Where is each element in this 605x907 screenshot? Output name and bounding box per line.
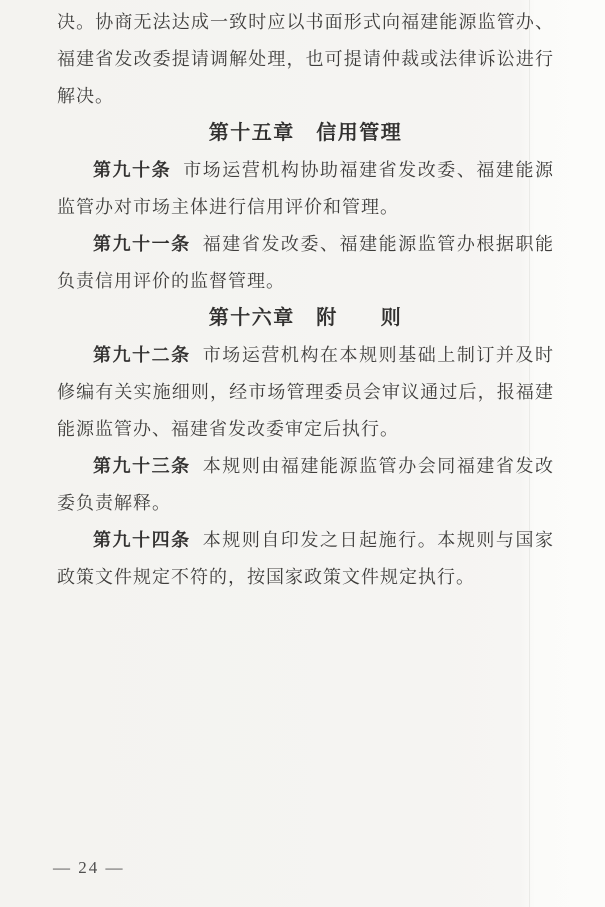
article-91-text: 福建省发改委、福建能源监管办根据职能负责信用评价的监督管理。 <box>57 234 555 291</box>
article-90-text: 市场运营机构协助福建省发改委、福建能源监管办对市场主体进行信用评价和管理。 <box>57 160 555 217</box>
article-93-number: 第九十三条 <box>93 456 191 476</box>
chapter-heading-15: 第十五章 信用管理 <box>208 122 403 144</box>
article-92-text: 市场运营机构在本规则基础上制订并及时修编有关实施细则，经市场管理委员会审议通过后，报福建能源监管办、福建省发改委审定后执行。 <box>57 345 555 439</box>
article-92-paragraph <box>57 337 554 448</box>
scan-seam-line <box>529 0 530 907</box>
article-94-paragraph <box>57 522 554 596</box>
article-93-paragraph <box>57 448 554 522</box>
article-91-number: 第九十一条 <box>93 234 191 254</box>
paragraph-continuation: 决。协商无法达成一致时应以书面形式向福建能源监管办、福建省发改委提请调解处理，也可提请仲裁或法律诉讼进行解决。 <box>57 12 554 106</box>
page-number: — 24 — <box>53 858 125 877</box>
article-93-text: 本规则由福建能源监管办会同福建省发改委负责解释。 <box>57 456 555 513</box>
article-91-paragraph <box>57 226 554 300</box>
document-content <box>57 4 554 596</box>
article-92-number: 第九十二条 <box>93 345 191 365</box>
article-90-paragraph <box>57 152 554 226</box>
article-94-text: 本规则自印发之日起施行。本规则与国家政策文件规定不符的，按国家政策文件规定执行。 <box>57 530 555 587</box>
article-90-number: 第九十条 <box>93 160 172 180</box>
chapter-heading-16: 第十六章 附 则 <box>208 307 403 329</box>
article-94-number: 第九十四条 <box>93 530 191 550</box>
